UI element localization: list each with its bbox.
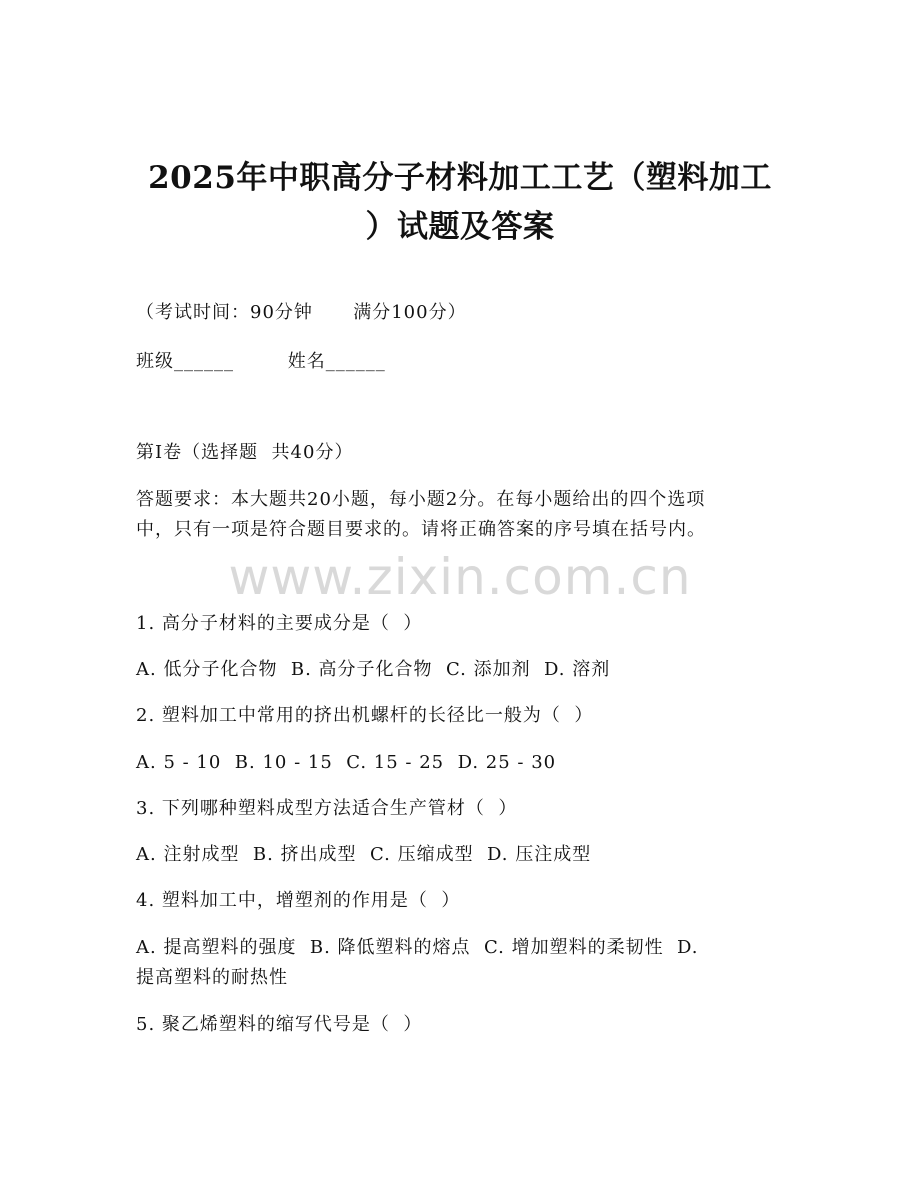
question-2-options: A. 5 - 10 B. 10 - 15 C. 15 - 25 D. 25 - 30	[136, 752, 557, 773]
section-heading: 第I卷（选择题 共40分）	[136, 442, 354, 463]
watermark-text: www.zixin.com.cn	[228, 548, 692, 606]
question-1-options: A. 低分子化合物 B. 高分子化合物 C. 添加剂 D. 溶剂	[136, 659, 611, 680]
document-title-line1: 2025年中职高分子材料加工工艺（塑料加工	[148, 160, 772, 196]
exam-info: （考试时间：90分钟 满分100分）	[136, 302, 467, 323]
instructions-line1: 答题要求：本大题共20小题，每小题2分。在每小题给出的四个选项	[136, 489, 706, 510]
document-title-line2: ）试题及答案	[365, 209, 555, 245]
question-3-stem: 3. 下列哪种塑料成型方法适合生产管材（ ）	[136, 798, 518, 819]
instructions-line2: 中，只有一项是符合题目要求的。请将正确答案的序号填在括号内。	[136, 519, 706, 540]
question-1-stem: 1. 高分子材料的主要成分是（ ）	[136, 613, 423, 634]
question-4-stem: 4. 塑料加工中，增塑剂的作用是（ ）	[136, 890, 461, 911]
question-4-options-line1: A. 提高塑料的强度 B. 降低塑料的熔点 C. 增加塑料的柔韧性 D.	[136, 937, 699, 958]
class-name-line: 班级______ 姓名______	[136, 351, 386, 372]
question-2-stem: 2. 塑料加工中常用的挤出机螺杆的长径比一般为（ ）	[136, 705, 594, 726]
question-4-options-line2: 提高塑料的耐热性	[136, 967, 288, 988]
question-3-options: A. 注射成型 B. 挤出成型 C. 压缩成型 D. 压注成型	[136, 844, 592, 865]
question-5-stem: 5. 聚乙烯塑料的缩写代号是（ ）	[136, 1014, 423, 1035]
